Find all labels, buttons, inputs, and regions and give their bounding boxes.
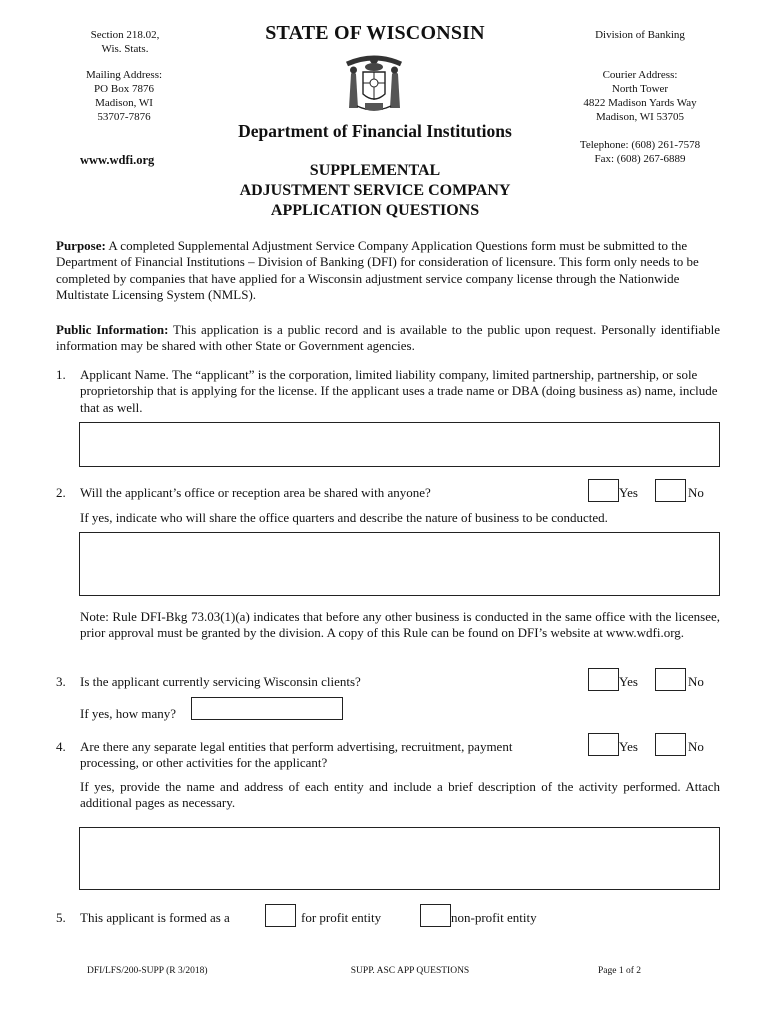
q2-no-checkbox[interactable]	[655, 479, 686, 502]
state-title: STATE OF WISCONSIN	[265, 22, 485, 44]
q2-yes-label: Yes	[619, 485, 638, 500]
q2-yes-checkbox[interactable]	[588, 479, 619, 502]
for-profit-label: for profit entity	[301, 910, 382, 925]
form-title-line-3: APPLICATION QUESTIONS	[270, 202, 480, 219]
for-profit-checkbox[interactable]	[265, 904, 296, 927]
shared-office-description-field[interactable]	[79, 532, 720, 596]
fax: Fax: (608) 267-6889	[594, 153, 686, 165]
client-count-field[interactable]	[191, 697, 343, 720]
entity-description-field[interactable]	[79, 827, 720, 890]
page-number: Page 1 of 2	[598, 966, 642, 976]
mailing-line-1: PO Box 7876	[94, 83, 154, 95]
q3-followup: If yes, how many?	[80, 706, 177, 721]
form-title	[190, 161, 560, 221]
public-info-section	[56, 322, 720, 355]
footer-title: SUPP. ASC APP QUESTIONS	[350, 966, 470, 976]
q5-text: This applicant is formed as a	[80, 910, 230, 925]
q4-yes-label: Yes	[619, 739, 638, 754]
purpose-label: Purpose:	[56, 238, 106, 253]
q5-number: 5.	[56, 910, 66, 925]
mailing-line-2: Madison, WI	[95, 97, 153, 109]
form-title-line-1: SUPPLEMENTAL	[309, 162, 441, 179]
non-profit-label: non-profit entity	[451, 910, 537, 925]
courier-address	[565, 68, 715, 124]
division-name: Division of Banking	[595, 29, 685, 41]
public-info-text: This application is a public record and is available to the public upon request. Personally identifiable information may be shared with other State or Government agencies.	[56, 322, 721, 354]
q2-number: 2.	[56, 485, 66, 500]
website-link[interactable]: www.wdfi.org	[80, 153, 155, 167]
q3-yes-checkbox[interactable]	[588, 668, 619, 691]
q4-number: 4.	[56, 739, 66, 754]
q1-number: 1.	[56, 367, 66, 382]
courier-line-1: North Tower	[611, 83, 669, 95]
q3-no-checkbox[interactable]	[655, 668, 686, 691]
public-info-label: Public Information:	[56, 322, 169, 337]
courier-line-2: 4822 Madison Yards Way	[583, 97, 697, 109]
form-title-line-2: ADJUSTMENT SERVICE COMPANY	[239, 182, 511, 199]
purpose-section	[56, 238, 720, 304]
applicant-name-field[interactable]	[79, 422, 720, 467]
q2-note: Note: Rule DFI-Bkg 73.03(1)(a) indicates that before any other business is conducted in the same office with the licensee, prior approval must be granted by the division. A copy of this Rule can be found on DFI’s website at www.wdfi.org.	[80, 609, 720, 641]
q4-no-label: No	[688, 739, 704, 754]
telephone: Telephone: (608) 261-7578	[579, 139, 701, 151]
q3-yes-label: Yes	[619, 674, 638, 689]
q4-followup: If yes, provide the name and address of each entity and include a brief description of the activity performed. Attach additional pages as necessary.	[80, 779, 720, 811]
q3-no-label: No	[688, 674, 704, 689]
q3-text: Is the applicant currently servicing Wisconsin clients?	[80, 674, 361, 689]
q4-no-checkbox[interactable]	[655, 733, 686, 756]
state-seal-icon	[339, 50, 409, 118]
courier-line-3: Madison, WI 53705	[595, 111, 685, 123]
mailing-label: Mailing Address:	[85, 69, 163, 81]
q4-yes-checkbox[interactable]	[588, 733, 619, 756]
q2-no-label: No	[688, 485, 704, 500]
statute-line-2: Wis. Stats.	[101, 43, 149, 55]
mailing-address	[72, 68, 176, 124]
contact-info	[565, 138, 715, 166]
statute-reference	[70, 28, 180, 56]
q2-text: Will the applicant’s office or reception area be shared with anyone?	[80, 485, 431, 500]
non-profit-checkbox[interactable]	[420, 904, 451, 927]
statute-line-1: Section 218.02,	[90, 29, 160, 41]
mailing-line-3: 53707-7876	[97, 111, 151, 123]
q4-text: Are there any separate legal entities that perform advertising, recruitment, payment processing, or other activities for the applicant?	[80, 739, 513, 771]
purpose-text: A completed Supplemental Adjustment Service Company Application Questions form must be submitted to the Department of Financial Institutions – Division of Banking (DFI) for consideration of licensure. This form only needs to be completed by companies that have applied for a Wisconsin adjustment service company license through the Nationwide Multistate Licensing System (NMLS).	[56, 238, 699, 303]
department-title: Department of Financial Institutions	[238, 121, 512, 141]
q2-followup: If yes, indicate who will share the office quarters and describe the nature of business to be conducted.	[80, 510, 608, 525]
courier-label: Courier Address:	[602, 69, 678, 81]
form-number: DFI/LFS/200-SUPP (R 3/2018)	[87, 966, 208, 976]
q3-number: 3.	[56, 674, 66, 689]
q1-text: Applicant Name. The “applicant” is the corporation, limited liability company, limited partnership, partnership, or sole proprietorship that is applying for the license. If the applicant uses a trade name or DBA (doing business as) name, include that as well.	[80, 367, 718, 415]
